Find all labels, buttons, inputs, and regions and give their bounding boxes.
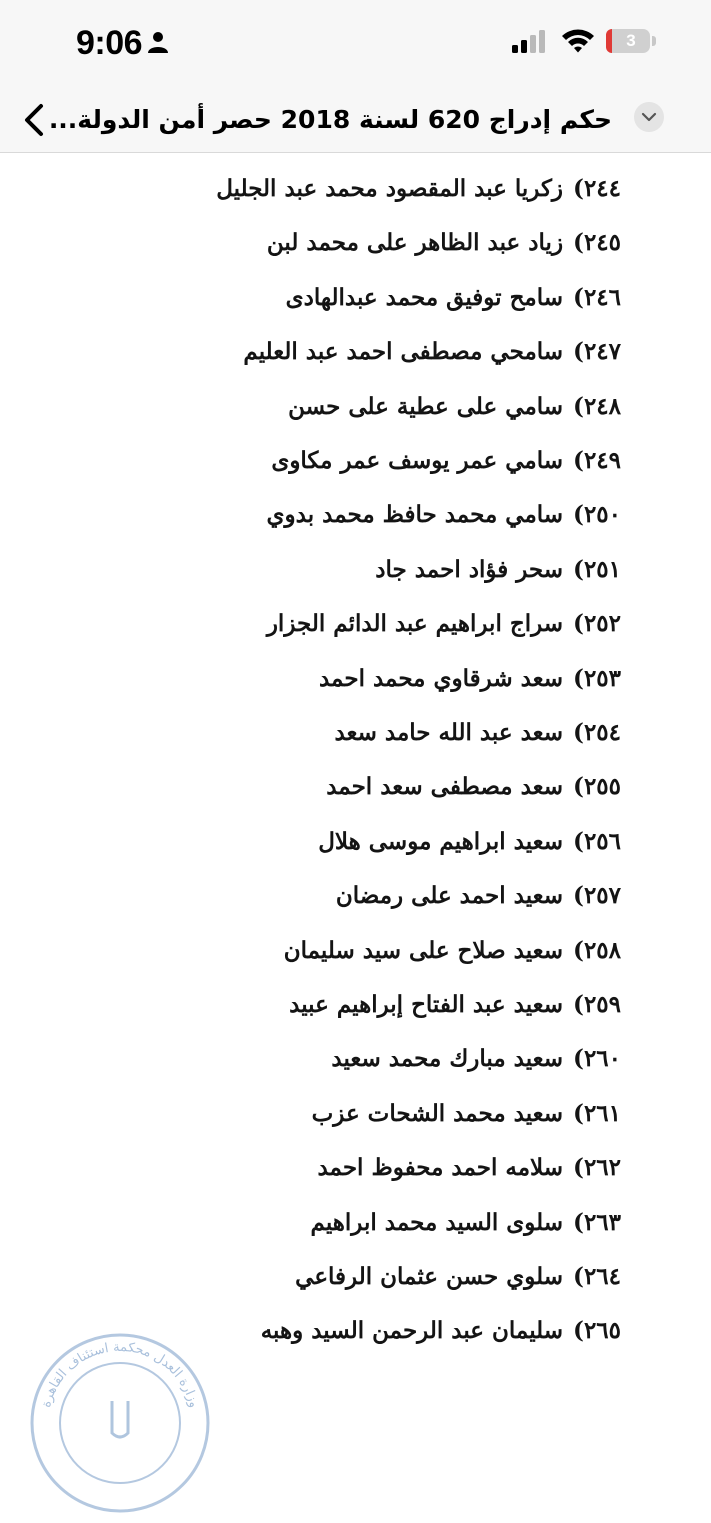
item-number: ٢٦٤ <box>583 1263 621 1290</box>
list-item <box>319 659 621 699</box>
item-name: سعيد صلاح على سيد سليمان <box>283 936 564 964</box>
battery-level-text: 3 <box>626 31 636 50</box>
list-item <box>267 495 621 535</box>
status-bar <box>0 0 711 88</box>
item-name: زياد عبد الظاهر على محمد لبن <box>266 229 564 257</box>
item-separator: ) <box>573 1263 584 1290</box>
item-separator: ) <box>573 719 584 746</box>
item-name: سعيد احمد على رمضان <box>335 882 564 910</box>
item-number: ٢٥٤ <box>583 719 621 746</box>
item-separator: ) <box>573 392 584 420</box>
item-name: زكريا عبد المقصود محمد عبد الجليل <box>216 175 564 202</box>
list-item <box>311 1203 621 1243</box>
item-number: ٢٥٦ <box>583 827 621 855</box>
list-item <box>261 1311 621 1351</box>
item-name: سامح توفيق محمد عبدالهادى <box>285 283 564 311</box>
item-number: ٢٤٤ <box>583 175 621 202</box>
item-number: ٢٦١ <box>583 1099 621 1127</box>
item-name: سامحي مصطفى احمد عبد العليم <box>243 338 564 366</box>
item-name: سعد عبد الله حامد سعد <box>334 719 564 746</box>
item-separator: ) <box>573 827 584 855</box>
item-separator: ) <box>573 447 584 474</box>
item-separator: ) <box>573 501 584 529</box>
item-name: سعيد محمد الشحات عزب <box>311 1099 564 1127</box>
item-separator: ) <box>573 555 584 583</box>
item-number: ٢٤٧ <box>583 338 621 366</box>
list-item <box>216 169 621 209</box>
title-menu-button[interactable] <box>634 102 664 132</box>
item-name: سعيد ابراهيم موسى هلال <box>318 827 564 855</box>
list-item <box>331 1039 621 1079</box>
item-number: ٢٤٩ <box>583 447 621 474</box>
list-item <box>375 550 621 590</box>
item-separator: ) <box>573 1099 584 1127</box>
item-name: سامي على عطية على حسن <box>288 392 564 420</box>
item-number: ٢٤٨ <box>583 392 621 420</box>
battery-icon <box>606 29 650 53</box>
list-item <box>336 876 621 916</box>
item-number: ٢٦٣ <box>583 1208 621 1236</box>
item-separator: ) <box>573 1208 584 1236</box>
official-seal-stamp <box>20 1323 220 1523</box>
item-separator: ) <box>573 175 584 202</box>
list-item <box>312 1094 621 1134</box>
item-name: سعيد مبارك محمد سعيد <box>331 1045 564 1073</box>
list-item <box>267 604 621 644</box>
item-number: ٢٥٣ <box>583 664 621 692</box>
item-name: سلامه احمد محفوظ احمد <box>317 1154 564 1182</box>
document-title[interactable]: حكم إدراج 620 لسنة 2018 حصر أمن الدولة... <box>48 105 612 134</box>
item-number: ٢٤٥ <box>583 229 621 257</box>
item-separator: ) <box>573 610 584 638</box>
item-name: سلوى السيد محمد ابراهيم <box>310 1208 564 1236</box>
list-item <box>267 223 621 263</box>
list-item <box>284 931 621 971</box>
chevron-left-icon <box>21 103 47 137</box>
item-number: ٢٥٢ <box>583 610 621 638</box>
document-view[interactable] <box>0 153 711 1410</box>
battery-cap <box>652 36 656 46</box>
item-separator: ) <box>573 882 584 910</box>
item-number: ٢٥١ <box>583 555 621 583</box>
list-item <box>317 1148 621 1188</box>
list-item <box>326 767 621 807</box>
item-number: ٢٦٠ <box>583 1045 621 1073</box>
item-number: ٢٥٥ <box>583 773 621 801</box>
item-name: سليمان عبد الرحمن السيد وهبه <box>260 1317 564 1345</box>
item-separator: ) <box>573 773 584 801</box>
item-name: سعد شرقاوي محمد احمد <box>318 664 564 692</box>
list-item <box>271 441 621 481</box>
item-number: ٢٦٥ <box>583 1317 621 1345</box>
list-item <box>286 278 621 318</box>
item-separator: ) <box>573 229 584 257</box>
svg-text:وزارة العدل محكمة استئناف القا: وزارة العدل محكمة استئناف القاهرة <box>38 1339 202 1410</box>
status-time: 9:06 <box>76 24 143 62</box>
item-name: سراج ابراهيم عبد الدائم الجزار <box>266 610 564 638</box>
navigation-bar <box>0 88 711 153</box>
item-separator: ) <box>573 338 584 366</box>
item-number: ٢٦٢ <box>583 1154 621 1182</box>
item-number: ٢٥٧ <box>583 882 621 910</box>
item-number: ٢٤٦ <box>583 283 621 311</box>
item-separator: ) <box>573 283 584 311</box>
item-separator: ) <box>573 664 584 692</box>
item-number: ٢٥٨ <box>583 936 621 964</box>
item-name: سامي محمد حافظ محمد بدوي <box>266 501 564 529</box>
list-item <box>318 822 621 862</box>
chevron-down-icon <box>641 112 657 122</box>
person-icon <box>146 30 170 54</box>
list-item <box>288 387 621 427</box>
list-item <box>334 713 621 753</box>
item-name: سعيد عبد الفتاح إبراهيم عبيد <box>289 991 564 1018</box>
item-separator: ) <box>573 991 584 1018</box>
item-separator: ) <box>573 936 584 964</box>
item-number: ٢٥٩ <box>583 991 621 1018</box>
item-name: سحر فؤاد احمد جاد <box>375 555 564 583</box>
item-number: ٢٥٠ <box>583 501 621 529</box>
item-name: سامي عمر يوسف عمر مكاوى <box>271 447 564 474</box>
list-item <box>295 1257 621 1297</box>
cellular-signal-icon <box>510 30 550 54</box>
list-item <box>243 332 621 372</box>
item-name: سعد مصطفى سعد احمد <box>326 773 564 801</box>
wifi-icon <box>560 26 596 54</box>
item-name: سلوي حسن عثمان الرفاعي <box>295 1263 564 1290</box>
item-separator: ) <box>573 1045 584 1073</box>
list-item <box>289 985 621 1025</box>
item-separator: ) <box>573 1317 584 1345</box>
item-separator: ) <box>573 1154 584 1182</box>
